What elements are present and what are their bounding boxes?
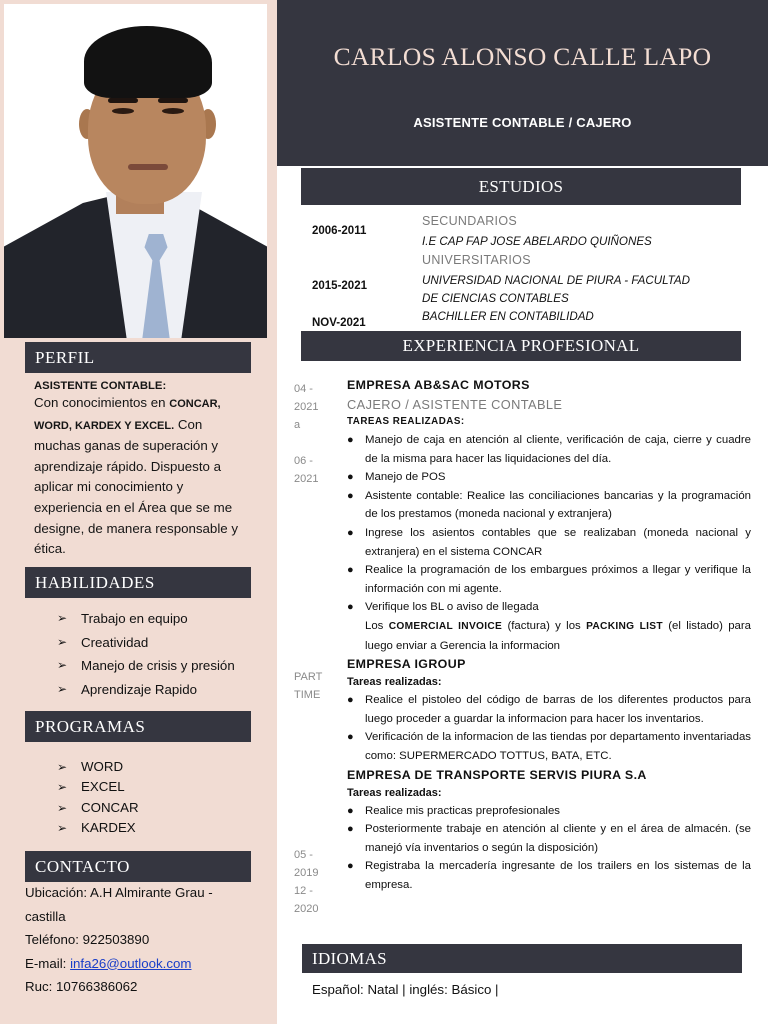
list-item: ● Asistente contable: Realice las conciliaciones bancarias y la programación de los prestamos (moneda nacional y extranjera): [347, 487, 751, 524]
photo-brow: [158, 98, 188, 103]
list-item: ● Realice el pistoleo del código de barras de los diferentes productos para luego proceder a guardar la informacion para hacer los inventarios.: [347, 691, 751, 728]
contact-email-row: [25, 952, 265, 976]
list-item: ➢ WORD: [57, 757, 139, 777]
photo-brow: [108, 98, 138, 103]
edu-level: SECUNDARIOS: [422, 214, 517, 228]
arrow-icon: ➢: [57, 780, 68, 795]
arrow-icon: ➢: [57, 820, 68, 835]
person-role: ASISTENTE CONTABLE / CAJERO: [413, 115, 632, 130]
task-extra: Los COMERCIAL INVOICE (factura) y los PACKING LIST (el listado) para luego enviar a Gerencia la informacion: [365, 619, 752, 652]
programas-heading: PROGRAMAS: [25, 711, 251, 742]
perfil-intro: Con conocimientos en: [34, 395, 166, 410]
edu-date: 2015-2021: [312, 280, 367, 292]
edu-detail: DE CIENCIAS CONTABLES: [422, 292, 569, 305]
list-item: ➢ KARDEX: [57, 818, 139, 838]
bullet-icon: ●: [347, 731, 354, 744]
perfil-text: [34, 379, 244, 560]
arrow-icon: ➢: [57, 800, 68, 815]
contact-phone: Teléfono: 922503890: [25, 932, 150, 947]
bullet-icon: ●: [347, 860, 354, 873]
contacto-heading: CONTACTO: [25, 851, 251, 882]
person-name: CARLOS ALONSO CALLE LAPO: [333, 42, 712, 71]
sidebar: [0, 0, 277, 1024]
list-item: ➢ EXCEL: [57, 777, 139, 797]
profile-photo: [4, 4, 267, 338]
contact-location: Ubicación: A.H Almirante Grau -: [25, 885, 213, 900]
company-name: EMPRESA IGROUP: [347, 657, 466, 672]
list-item: ● Manejo de caja en atención al cliente, verificación de caja, cierre y cuadre de la misma para hacer las liquidaciones del día.: [347, 431, 751, 468]
list-item: ➢ Creatividad: [57, 631, 235, 655]
photo-eye: [112, 108, 134, 114]
list-item: ➢ CONCAR: [57, 798, 139, 818]
edu-date: NOV-2021: [312, 317, 366, 329]
habilidades-heading: HABILIDADES: [25, 567, 251, 598]
list-item: ● Verificación de la informacion de las tiendas por departamento inventariadas como: SUPERMERCADO TOTTUS, BATA, ETC.: [347, 728, 751, 765]
edu-detail: BACHILLER EN CONTABILIDAD: [422, 310, 594, 323]
perfil-body: Con muchas ganas de superación y aprendizaje rápido. Dispuesto a aplicar mi conocimiento y experiencia en el Área que se me designe, de manera responsable y ética.: [34, 416, 239, 557]
estudios-heading: ESTUDIOS: [301, 168, 741, 205]
photo-eye: [162, 108, 184, 114]
company-name: EMPRESA DE TRANSPORTE SERVIS PIURA S.A: [347, 767, 647, 782]
email-link[interactable]: infa26@outlook.com: [70, 955, 192, 971]
perfil-heading: PERFIL: [25, 342, 251, 373]
idiomas-heading: IDIOMAS: [302, 944, 742, 973]
arrow-icon: ➢: [57, 634, 68, 649]
arrow-icon: ➢: [57, 658, 68, 672]
edu-detail: I.E CAP FAP JOSE ABELARDO QUIÑONES: [422, 235, 652, 248]
list-item: ● Verifique los BL o aviso de llegada Los COMERCIAL INVOICE (factura) y los PACKING LIST (el listado) para luego enviar a Gerencia la informacion: [347, 598, 751, 655]
edu-level: UNIVERSITARIOS: [422, 253, 531, 267]
photo-hair: [84, 26, 212, 98]
job-dates: 04 - 2021 a 06 - 2021: [294, 383, 319, 485]
bullet-icon: ●: [347, 526, 354, 539]
contact-ruc: Ruc: 10766386062: [25, 979, 138, 994]
experiencia-heading: EXPERIENCIA PROFESIONAL: [301, 331, 741, 361]
perfil-subtitle: ASISTENTE CONTABLE:: [34, 380, 167, 392]
contact-location-2: castilla: [25, 908, 66, 924]
job-dates: PART TIME: [294, 671, 323, 701]
job-dates: 05 - 2019 12 - 2020: [294, 849, 319, 915]
tasks-label: Tareas realizadas:: [347, 676, 442, 689]
bullet-icon: ●: [347, 601, 354, 614]
bullet-icon: ●: [347, 471, 354, 484]
bullet-icon: ●: [347, 434, 354, 446]
perfil-programs: CONCAR, WORD, KARDEX Y EXCEL.: [34, 398, 221, 432]
arrow-icon: ➢: [57, 760, 68, 774]
task-list: [347, 802, 751, 895]
photo-mouth: [128, 164, 168, 170]
list-item: ➢ Aprendizaje Rapido: [57, 678, 235, 702]
skills-list: [57, 607, 235, 701]
experience-body: [347, 376, 751, 894]
list-item: ● Posteriormente trabaje en atención al cliente y en el área de almacén. (se manejó vía inventarios o según la disposición): [347, 820, 751, 857]
edu-detail: UNIVERSIDAD NACIONAL DE PIURA - FACULTAD: [422, 274, 690, 287]
bullet-icon: ●: [347, 694, 354, 707]
arrow-icon: ➢: [57, 681, 68, 696]
tasks-label: TAREAS REALIZADAS:: [347, 416, 465, 427]
task-list: [347, 431, 751, 655]
list-item: ● Realice mis practicas preprofesionales: [347, 802, 751, 821]
edu-date: 2006-2011: [312, 225, 367, 237]
bullet-icon: ●: [347, 804, 354, 817]
programs-list: [57, 757, 139, 838]
arrow-icon: ➢: [57, 611, 68, 625]
list-item: ● Registraba la mercadería ingresante de los trailers en los sistemas de la empresa.: [347, 857, 751, 894]
contact-block: [25, 881, 265, 999]
task-list: [347, 691, 751, 765]
name-banner: [277, 0, 768, 166]
idiomas-text: Español: Natal | inglés: Básico |: [312, 982, 499, 997]
list-item: ● Ingrese los asientos contables que se realizaban (moneda nacional y extranjera) en el sistema CONCAR: [347, 524, 751, 561]
bullet-icon: ●: [347, 823, 354, 836]
job-role: CAJERO / ASISTENTE CONTABLE: [347, 397, 563, 412]
list-item: ➢ Manejo de crisis y presión: [57, 654, 235, 678]
bullet-icon: ●: [347, 489, 354, 502]
company-name: EMPRESA AB&SAC MOTORS: [347, 378, 530, 392]
list-item: ● Realice la programación de los embargues próximos a llegar y verifique la información con mi agente.: [347, 561, 751, 598]
list-item: ● Manejo de POS: [347, 468, 751, 487]
list-item: ➢ Trabajo en equipo: [57, 607, 235, 631]
tasks-label: Tareas realizadas:: [347, 786, 442, 799]
bullet-icon: ●: [347, 564, 354, 577]
email-label: E-mail:: [25, 955, 67, 971]
